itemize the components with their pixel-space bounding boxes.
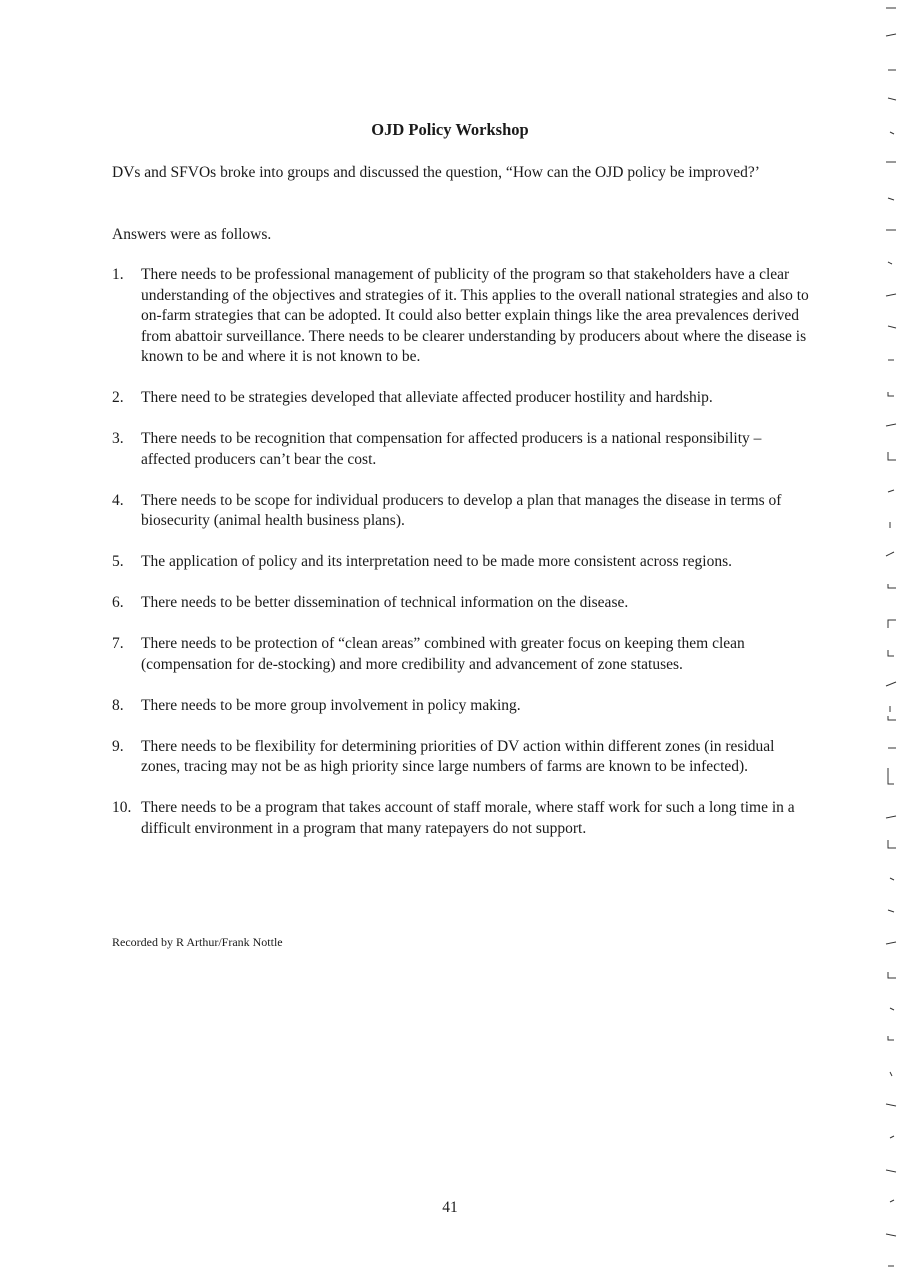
list-item-number: 8. [112,696,124,714]
list-item [112,696,812,717]
page-number: 41 [442,1199,458,1216]
answers-lead: Answers were as follows. [112,226,272,243]
list-item-number: 9. [112,737,124,755]
list-item [112,593,812,614]
page-title: OJD Policy Workshop [371,120,529,139]
list-item-text: The application of policy and its interpretation need to be made more consistent across regions. [141,553,732,570]
list-item-text: There needs to be better dissemination of technical information on the disease. [141,594,629,611]
scan-edge-marks [880,0,900,1279]
list-item-number: 4. [112,491,124,509]
list-item-text: There needs to be scope for individual producers to develop a plan that manages the disease in terms of biosecurity (animal health business plans). [141,491,782,529]
list-item-number: 10. [112,799,132,816]
list-item-text: There needs to be recognition that compensation for affected producers is a national responsibility – affected producers can’t bear the cost. [141,430,762,468]
list-item-number: 2. [112,389,124,406]
list-item-text: There need to be strategies developed that alleviate affected producer hostility and hardship. [141,389,713,406]
list-item [112,388,812,409]
list-item [112,491,812,532]
intro-paragraph: DVs and SFVOs broke into groups and discussed the question, “How can the OJD policy be improved?’ [112,164,760,181]
list-item-number: 7. [112,635,124,652]
list-item-text: There needs to be more group involvement in policy making. [141,696,521,714]
list-item-number: 6. [112,594,124,611]
recorded-by-note: Recorded by R Arthur/Frank Nottle [112,935,283,949]
list-item-number: 1. [112,266,124,283]
list-item [112,737,812,778]
list-item [112,552,812,573]
list-item-text: There needs to be flexibility for determining priorities of DV action within different zones (in residual zones, tracing may not be as high priority since large numbers of farms are known to be infected). [141,737,775,775]
list-item [112,429,812,470]
list-item-number: 3. [112,430,124,447]
list-item-text: There needs to be a program that takes account of staff morale, where staff work for such a long time in a difficult environment in a program that many ratepayers do not support. [141,799,795,837]
list-item [112,798,812,839]
list-item [112,634,812,675]
list-item-text: There needs to be professional management of publicity of the program so that stakeholders have a clear understanding of the objectives and strategies of it. This applies to the overall national strategies and also to on-farm strategies that can be adopted. It could also better explain things like the area prevalences derived from abattoir surveillance. There needs to be clearer understanding by producers about where the disease is known to be and where it is not known to be. [141,266,809,365]
answers-list [112,265,812,860]
list-item-text: There needs to be protection of “clean areas” combined with greater focus on keeping them clean (compensation for de-stocking) and more credibility and advancement of zone statuses. [141,635,745,673]
list-item-number: 5. [112,553,124,570]
list-item [112,265,812,368]
